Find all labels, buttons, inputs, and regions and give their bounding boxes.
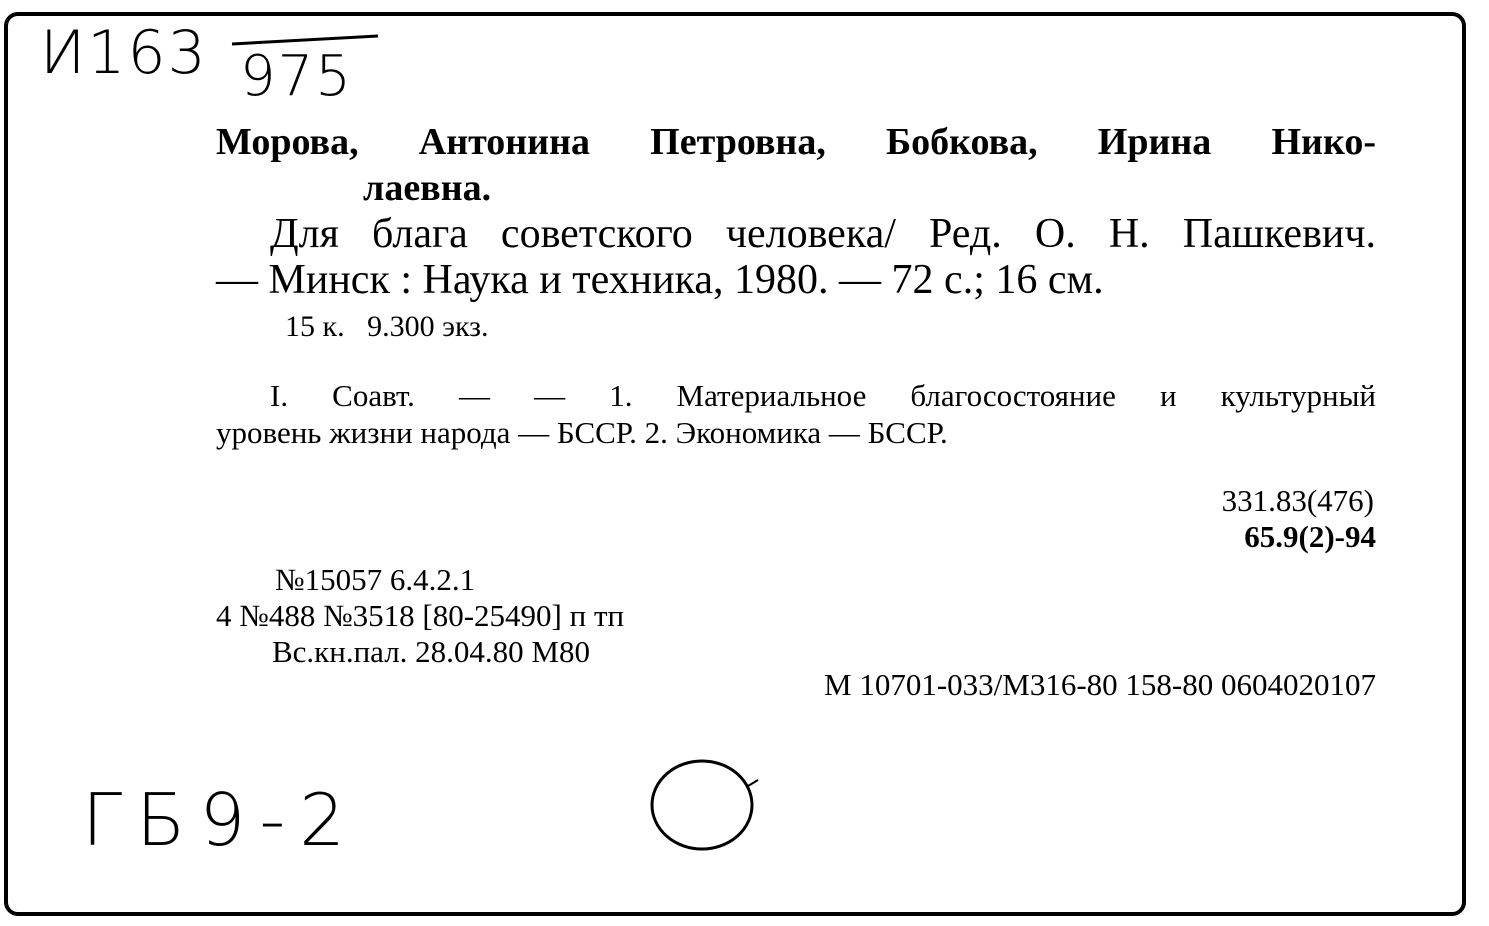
classification-code: 331.83(476): [1221, 483, 1374, 518]
punch-hole: [640, 750, 770, 860]
handwritten-call-number-prefix: И163: [40, 18, 208, 88]
tech-line-codes: М 10701-033/М316-80 158-80 0604020107: [824, 667, 1376, 702]
authors-line: Морова, Антонина Петровна, Бобкова, Ирина Нико-: [216, 121, 1376, 163]
publication-line: — Минск : Наука и техника, 1980. — 72 с.; 16 см.: [216, 257, 1104, 303]
subjects-line: I. Соавт. — — 1. Материальное благосостояние и культурный: [270, 378, 1376, 413]
subjects-line-continued: уровень жизни народа — БССР. 2. Экономика — БССР.: [216, 415, 948, 450]
title-line: Для блага советского человека/ Ред. О. Н. Пашкевич.: [270, 211, 1376, 257]
handwritten-call-number: 975: [240, 44, 353, 109]
handwritten-shelf-mark: ГБ9-2: [82, 778, 360, 862]
tech-line-numbers: 4 №488 №3518 [80-25490] п тп: [216, 598, 625, 633]
tech-line-order: №15057 6.4.2.1: [275, 562, 476, 597]
tech-line-registry: Вс.кн.пал. 28.04.80 М80: [272, 634, 590, 669]
authors-line-continued: лаевна.: [363, 167, 492, 209]
classification-code-bbk: 65.9(2)-94: [1244, 519, 1376, 554]
price-copies-line: 15 к. 9.300 экз.: [285, 310, 489, 343]
